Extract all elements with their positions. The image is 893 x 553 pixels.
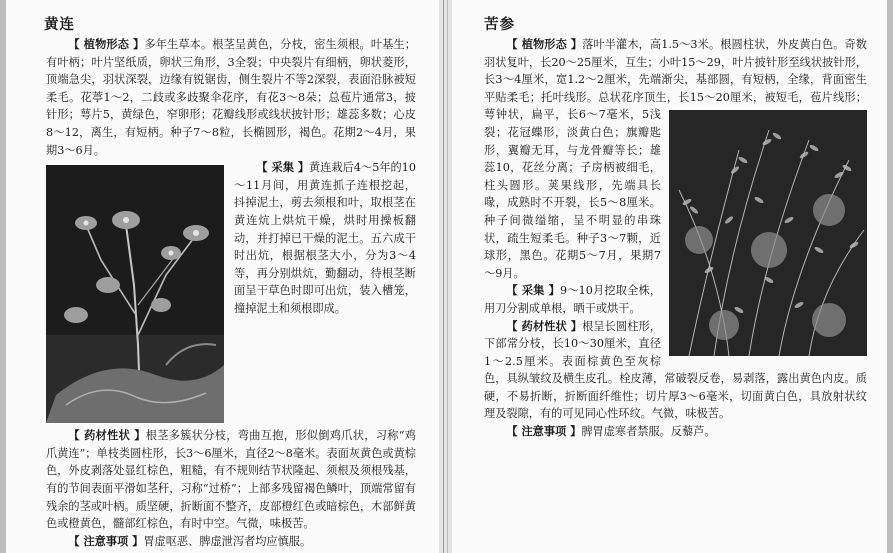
section-text: 黄连栽后4～5年的10～11月间，用黄连抓子连根挖起，抖掉泥土，剪去须根和叶，取根茎在黄连炕上烘炕干燥，烘时用操板翻动，并打掉已干燥的泥土。五六成干时出炕，根据根茎大小，分为3～4等，再分别烘炕，勤翻动，待根茎断面呈干草色时即可出炕，装入槽笼，撞掉泥土和须根即成。 bbox=[234, 161, 416, 315]
section-drug-properties bbox=[46, 427, 416, 533]
section-text: 9～10月挖取全株，用刀分割成单根，晒干或烘干。 bbox=[484, 284, 662, 315]
section-precautions bbox=[46, 533, 416, 551]
book-gutter bbox=[439, 0, 452, 553]
sophora-plant-photo bbox=[669, 110, 867, 356]
page-title: 黄连 bbox=[44, 17, 75, 33]
section-plant-morphology bbox=[484, 36, 867, 282]
section-text-lead: 落叶半灌木，高1.5～3米。根圆柱状，外皮黄白色。奇数羽状复叶，长20～25厘米，互生；小叶15～29，叶片披针形至线状披针形，长3～4厘米，宽1.2～2厘米，先端渐尖，基部圆，有短柄，全缘，背面密生平贴柔毛；托叶线形。总状花序顶生，长15～20厘米，被短毛，苞片线形；萼钟状，扁平，长6～7毫米， bbox=[484, 38, 867, 122]
left-text-column bbox=[46, 36, 416, 550]
section-collection bbox=[46, 159, 416, 317]
section-tag: 【 注意事项 】 bbox=[68, 533, 144, 548]
section-text: 根呈长圆柱形，下部常分枝，长10～30厘米，直径1～2.5厘米。表面棕黄色至灰棕色，具纵皱纹及横生皮孔。栓皮薄，常破裂反卷，易剥落，露出黄色内皮。质硬，不易折断，折断面纤维性；切片厚3～6毫米，切面黄白色，具放射状纹理及裂隙，有的可见同心性环纹。气微，味极苦。 bbox=[484, 319, 867, 421]
section-tag: 【 植物形态 】 bbox=[506, 37, 583, 51]
section-text: 根茎多簇状分枝，弯曲互抱，形似倒鸡爪状，习称“鸡爪黄连”；单枝类圆柱形，长3～6厘米，直径2～8毫米。表面灰黄色或黄棕色，外皮剥落处显红棕色，粗糙，有不规则结节状隆起、须根及须根残基，有的节间表面平滑如茎秆，习称“过桥”；上部多残留褐色鳞叶，顶端常留有残余的茎或叶柄。质坚硬，折断面不整齐，皮部橙红色或暗棕色，木部鲜黄色或橙黄色，髓部红棕色，有时中空。气微，味极苦。 bbox=[46, 429, 416, 531]
right-page bbox=[452, 0, 887, 553]
section-text: 胃虚呕恶、脾虚泄泻者均应慎服。 bbox=[143, 534, 312, 548]
section-precautions bbox=[484, 423, 867, 441]
section-text-rest: 5浅裂；花冠蝶形，淡黄白色；旗瓣匙形，翼瓣无耳，与龙骨瓣等长；雄蕊10，花丝分离；子房柄被细毛，柱头圆形。荚果线形，先端具长喙，成熟时不开裂，长5～8厘米。种子间微缢缩，呈不明显的串珠状，疏生短柔毛。种子3～7颗，近球形，黑色。花期5～7月，果期7～9月。 bbox=[484, 108, 661, 280]
section-tag: 【 采集 】 bbox=[256, 160, 310, 175]
coptis-plant-photo bbox=[46, 165, 224, 423]
right-text-column bbox=[484, 36, 867, 441]
section-tag: 【 药材性状 】 bbox=[68, 428, 146, 443]
section-tag: 【 植物形态 】 bbox=[68, 37, 145, 51]
section-tag: 【 采集 】 bbox=[506, 283, 560, 298]
section-text: 脾胃虚寒者禁服。反藜芦。 bbox=[581, 425, 716, 439]
section-tag: 【 药材性状 】 bbox=[506, 318, 583, 333]
section-plant-morphology bbox=[46, 36, 416, 159]
left-page bbox=[6, 0, 439, 553]
page-title: 苦参 bbox=[484, 17, 515, 33]
section-text: 多年生草本。根茎呈黄色，分枝，密生须根。叶基生；有叶柄；叶片坚纸质，卵状三角形，3全裂；中央裂片有细柄，卵状菱形，顶端急尖，羽状深裂，边缘有锐锯齿，侧生裂片不等2深裂，表面沿脉被短柔毛。花葶1～2，二歧或多歧聚伞花序，有花3～8朵；总苞片通常3，披针形；萼片5，黄绿色，窄卵形；花瓣线形或线状披针形；雄蕊多数；心皮8～12，离生，有短柄。种子7～8粒，长椭圆形，褐色。花期2～4月，果期3～6月。 bbox=[46, 38, 416, 157]
section-tag: 【 注意事项 】 bbox=[506, 424, 582, 439]
